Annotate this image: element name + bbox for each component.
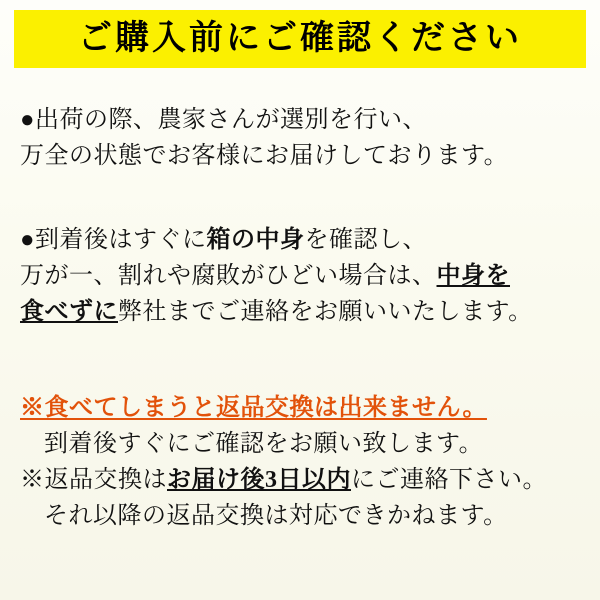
- paragraph-return-policy-notice: [20, 390, 586, 534]
- page-title-banner: [14, 10, 586, 68]
- notice-body: [0, 80, 600, 600]
- notice-text-bold-underline: 食べずに: [20, 299, 118, 325]
- notice-text-bold: 箱の中身: [206, 227, 305, 253]
- notice-text: ※返品交換は: [20, 467, 167, 493]
- notice-text-bold-underline: 中身を: [436, 263, 510, 289]
- notice-line: ●出荷の際、農家さんが選別を行い、: [20, 107, 427, 133]
- notice-text: 弊社までご連絡をお願いいたします。: [118, 299, 533, 325]
- paragraph-arrival-check-notice: [20, 222, 586, 330]
- notice-line: [20, 222, 586, 258]
- page-title: ご購入前にご確認ください: [78, 20, 522, 57]
- notice-line: [20, 294, 586, 330]
- paragraph-shipping-notice: [20, 102, 586, 174]
- notice-text: 万が一、割れや腐敗がひどい場合は、: [20, 263, 437, 289]
- notice-text-accent: ※食べてしまうと返品交換は出来ません。: [20, 395, 487, 421]
- notice-line: [20, 462, 586, 498]
- notice-text: を確認し、: [304, 227, 427, 253]
- notice-text: ●到着後はすぐに: [20, 227, 207, 253]
- notice-line-highlight: [20, 390, 586, 426]
- notice-text: にご連絡下さい。: [351, 467, 547, 493]
- notice-line: [20, 258, 586, 294]
- notice-text-bold-underline: お届け後3日以内: [167, 467, 351, 493]
- notice-line: 万全の状態でお客様にお届けしております。: [20, 143, 509, 169]
- notice-line: 到着後すぐにご確認をお願い致します。: [44, 431, 484, 457]
- notice-line: それ以降の返品交換は対応できかねます。: [44, 503, 508, 529]
